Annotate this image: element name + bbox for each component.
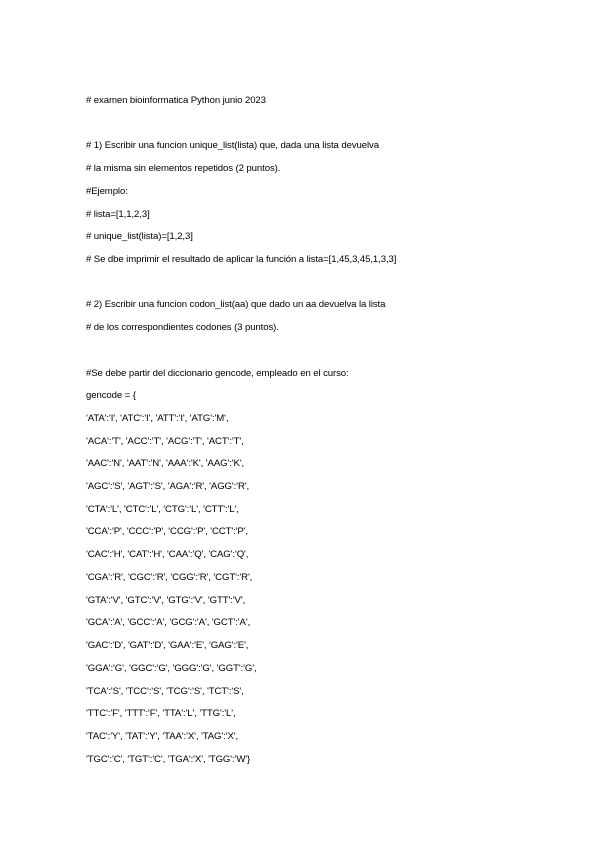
- gencode-row: 'CAC':'H', 'CAT':'H', 'CAA':'Q', 'CAG':'Q',: [86, 549, 249, 560]
- gencode-row: 'GTA':'V', 'GTC':'V', 'GTG':'V', 'GTT':'V',: [86, 595, 246, 606]
- gencode-row: 'ACA':'T', 'ACC':'T', 'ACG':'T', 'ACT':'T',: [86, 436, 244, 447]
- gencode-row: 'GAC':'D', 'GAT':'D', 'GAA':'E', 'GAG':'E',: [86, 640, 249, 651]
- gencode-row: 'ATA':'I', 'ATC':'I', 'ATT':'I', 'ATG':'M',: [86, 413, 229, 424]
- example-heading: #Ejemplo:: [86, 186, 128, 197]
- gencode-intro: #Se debe partir del diccionario gencode, empleado en el curso:: [86, 368, 349, 379]
- gencode-row: 'AGC':'S', 'AGT':'S', 'AGA':'R', 'AGG':'R',: [86, 481, 250, 492]
- doc-title-comment: # examen bioinformatica Python junio 2023: [86, 95, 266, 106]
- gencode-row: 'GGA':'G', 'GGC':'G', 'GGG':'G', 'GGT':'G',: [86, 663, 257, 674]
- gencode-open: gencode = {: [86, 390, 136, 401]
- gencode-row: 'AAC':'N', 'AAT':'N', 'AAA':'K', 'AAG':'K',: [86, 458, 245, 469]
- exercise-1-task: # Se dbe imprimir el resultado de aplicar la función a lista=[1,45,3,45,1,3,3]: [86, 254, 397, 265]
- gencode-row-close: 'TGC':'C', 'TGT':'C', 'TGA':'X', 'TGG':'W'}: [86, 754, 251, 765]
- gencode-row: 'TTC':'F', 'TTT':'F', 'TTA':'L', 'TTG':'L',: [86, 708, 236, 719]
- exercise-1-statement-cont: # la misma sin elementos repetidos (2 puntos).: [86, 163, 281, 174]
- gencode-row: 'CGA':'R', 'CGC':'R', 'CGG':'R', 'CGT':'R',: [86, 572, 253, 583]
- exercise-2-statement: # 2) Escribir una funcion codon_list(aa) que dado un aa devuelva la lista: [86, 299, 386, 310]
- gencode-row: 'CTA':'L', 'CTC':'L', 'CTG':'L', 'CTT':'L',: [86, 504, 239, 515]
- exercise-1-statement: # 1) Escribir una funcion unique_list(lista) que, dada una lista devuelva: [86, 140, 379, 151]
- example-input: # lista=[1,1,2,3]: [86, 209, 150, 220]
- exercise-2-statement-cont: # de los correspondientes codones (3 puntos).: [86, 322, 279, 333]
- gencode-row: 'TAC':'Y', 'TAT':'Y', 'TAA':'X', 'TAG':'X',: [86, 731, 239, 742]
- gencode-row: 'CCA':'P', 'CCC':'P', 'CCG':'P', 'CCT':'P',: [86, 526, 248, 537]
- example-output: # unique_list(lista)=[1,2,3]: [86, 231, 193, 242]
- gencode-row: 'TCA':'S', 'TCC':'S', 'TCG':'S', 'TCT':'S',: [86, 686, 244, 697]
- gencode-row: 'GCA':'A', 'GCC':'A', 'GCG':'A', 'GCT':'A',: [86, 617, 251, 628]
